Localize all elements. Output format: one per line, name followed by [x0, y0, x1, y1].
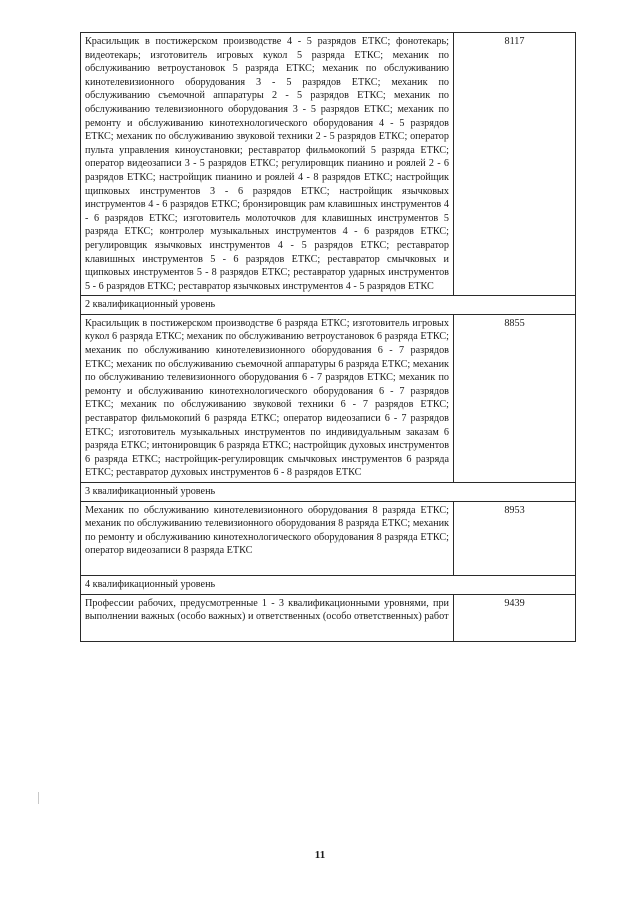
qualification-level-label: 2 квалификационный уровень [81, 296, 576, 315]
level-header-row [81, 296, 576, 315]
salary-value: 8855 [454, 314, 576, 482]
profession-list: Красильщик в постижерском производстве 4 - 5 разрядов ЕТКС; фонотекарь; видеотекарь; изготовитель игровых кукол 5 разряда ЕТКС; механик по обслуживанию ветроустановок 5 разряда ЕТКС; механик по обслуживанию кинотелевизионного оборудования 3 - 5 разрядов ЕТКС; механик по обслуживанию съемочной аппаратуры 2 - 5 разрядов ЕТКС; механик по обслуживанию телевизионного оборудования 3 - 5 разрядов ЕТКС; механик по ремонту и обслуживанию кинотехнологического оборудования 4 - 5 разрядов ЕТКС; механик по обслуживанию звуковой техники 2 - 5 разрядов ЕТКС; оператор пульта управления киноустановки; реставратор фильмокопий 5 разряда ЕТКС; оператор видеозаписи 3 - 5 разрядов ЕТКС; регулировщик пианино и роялей 2 - 6 разрядов ЕТКС; настройщик пианино и роялей 4 - 8 разрядов ЕТКС; настройщик щипковых инструментов 3 - 6 разрядов ЕТКС; настройщик язычковых инструментов 4 - 6 разрядов ЕТКС; бронзировщик рам клавишных инструментов 4 - 6 разрядов ЕТКС; изготовитель молоточков для клавишных инструментов 5 разряда ЕТКС; контролер музыкальных инструментов 4 - 6 разрядов ЕТКС; регулировщик язычковых инструментов 4 - 5 разрядов ЕТКС; реставратор клавишных инструментов 5 - 6 разрядов ЕТКС; реставратор смычковых и щипковых инструментов 5 - 8 разрядов ЕТКС; реставратор ударных инструментов 5 - 6 разрядов ЕТКС; реставратор язычковых инструментов 4 - 5 разрядов ЕТКС [81, 33, 454, 296]
scan-margin-mark [38, 792, 39, 804]
table-row [81, 314, 576, 482]
qualification-level-label: 4 квалификационный уровень [81, 575, 576, 594]
salary-table [80, 32, 576, 642]
qualification-level-label: 3 квалификационный уровень [81, 483, 576, 502]
salary-value: 8117 [454, 33, 576, 296]
level-header-row [81, 483, 576, 502]
salary-value: 9439 [454, 594, 576, 641]
salary-value: 8953 [454, 501, 576, 575]
page-number: 11 [314, 849, 326, 861]
profession-list: Красильщик в постижерском производстве 6 разряда ЕТКС; изготовитель игровых кукол 6 разряда ЕТКС; механик по обслуживанию ветроустановок 6 разряда ЕТКС; механик по обслуживанию кинотелевизионного оборудования 6 - 7 разрядов ЕТКС; механик по обслуживанию съемочной аппаратуры 6 разряда ЕТКС; механик по обслуживанию телевизионного оборудования 6 - 7 разрядов ЕТКС; механик по ремонту и обслуживанию кинотехнологического оборудования 6 - 7 разрядов ЕТКС; механик по обслуживанию звуковой техники 6 - 7 разрядов ЕТКС; реставратор фильмокопий 6 разряда ЕТКС; оператор видеозаписи 6 - 7 разрядов ЕТКС; изготовитель музыкальных инструментов по индивидуальным заказам 6 разряда ЕТКС; интонировщик 6 разряда ЕТКС; настройщик духовых инструментов 6 разряда ЕТКС; настройщик-регулировщик смычковых инструментов 6 разряда ЕТКС; реставратор духовых инструментов 6 - 8 разрядов ЕТКС [81, 314, 454, 482]
profession-list: Профессии рабочих, предусмотренные 1 - 3 квалификационными уровнями, при выполнении важных (особо важных) и ответственных (особо ответственных) работ [81, 594, 454, 641]
table-row [81, 501, 576, 575]
profession-list: Механик по обслуживанию кинотелевизионного оборудования 8 разряда ЕТКС; механик по обслуживанию телевизионного оборудования 8 разряда ЕТКС; механик по ремонту и обслуживанию кинотехнологического оборудования 8 разряда ЕТКС; оператор видеозаписи 8 разряда ЕТКС [81, 501, 454, 575]
table-row [81, 594, 576, 641]
level-header-row [81, 575, 576, 594]
table-row [81, 33, 576, 296]
